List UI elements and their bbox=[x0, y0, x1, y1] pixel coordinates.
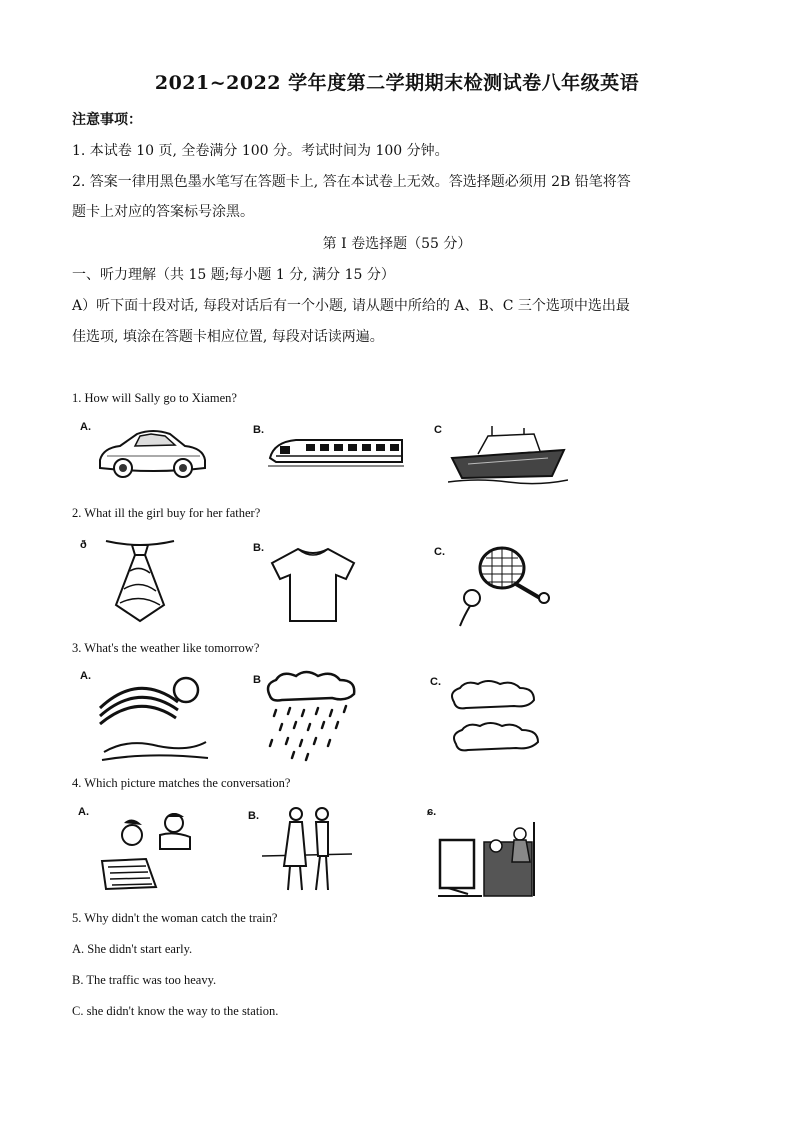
train-icon bbox=[266, 432, 406, 472]
q3-option-a-label: A. bbox=[80, 670, 91, 682]
section-a-instruction-line1: A）听下面十段对话, 每段对话后有一个小题, 请从题中所给的 A、B、C 三个选项中选出最 bbox=[72, 298, 630, 314]
q2-option-a-label: ð bbox=[80, 539, 87, 551]
question-2: 2. What ill the girl buy for her father? bbox=[72, 506, 261, 520]
question-4: 4. Which picture matches the conversation? bbox=[72, 776, 291, 790]
question-1: 1. How will Sally go to Xiamen? bbox=[72, 391, 237, 405]
q2-option-b-label: B. bbox=[253, 542, 264, 554]
clouds-icon bbox=[448, 680, 546, 760]
notice-item-1: 1. 本试卷 10 页, 全卷满分 100 分。考试时间为 100 分钟。 bbox=[72, 143, 449, 159]
ship-icon bbox=[448, 424, 568, 486]
notice-item-2-line1: 2. 答案一律用黑色墨水笔写在答题卡上, 答在本试卷上无效。答选择题必须用 2B 铅笔将答 bbox=[72, 174, 631, 190]
part-heading: 第 I 卷选择题（55 分） bbox=[322, 236, 472, 252]
question-3: 3. What's the weather like tomorrow? bbox=[72, 641, 260, 655]
q3-option-b-label: B bbox=[253, 674, 261, 686]
q4-option-b-label: B. bbox=[248, 810, 259, 822]
tie-icon bbox=[100, 535, 180, 625]
section-a-instruction-line2: 佳选项, 填涂在答题卡相应位置, 每段对话读两遍。 bbox=[72, 329, 384, 345]
q4-option-c-label: ɕ. bbox=[427, 806, 437, 818]
notice-item-2-line2: 题卡上对应的答案标号涂黑。 bbox=[72, 204, 254, 220]
racket-icon bbox=[440, 540, 560, 630]
rainbow-sun-icon bbox=[98, 668, 210, 764]
notice-heading: 注意事项： bbox=[72, 112, 142, 128]
q5-option-c: C. she didn't know the way to the station. bbox=[72, 1004, 279, 1018]
rain-cloud-icon bbox=[262, 670, 360, 762]
page-title: 2021~2022 学年度第二学期期末检测试卷八年级英语 bbox=[154, 72, 640, 94]
q2-option-c-label: C. bbox=[434, 546, 445, 558]
q1-option-c-label: C bbox=[434, 424, 442, 436]
q3-option-c-label: C. bbox=[430, 676, 441, 688]
q5-option-b: B. The traffic was too heavy. bbox=[72, 973, 217, 987]
q1-option-a-label: A. bbox=[80, 421, 91, 433]
section-heading: 一、听力理解（共 15 题;每小题 1 分, 满分 15 分） bbox=[72, 267, 395, 283]
tv-people-icon bbox=[438, 822, 536, 900]
reading-people-icon bbox=[98, 805, 198, 891]
car-icon bbox=[95, 420, 210, 485]
question-5: 5. Why didn't the woman catch the train? bbox=[72, 911, 278, 925]
walking-people-icon bbox=[262, 806, 354, 896]
q4-option-a-label: A. bbox=[78, 806, 89, 818]
q1-option-b-label: B. bbox=[253, 424, 264, 436]
tshirt-icon bbox=[268, 545, 358, 625]
q5-option-a: A. She didn't start early. bbox=[72, 942, 193, 956]
